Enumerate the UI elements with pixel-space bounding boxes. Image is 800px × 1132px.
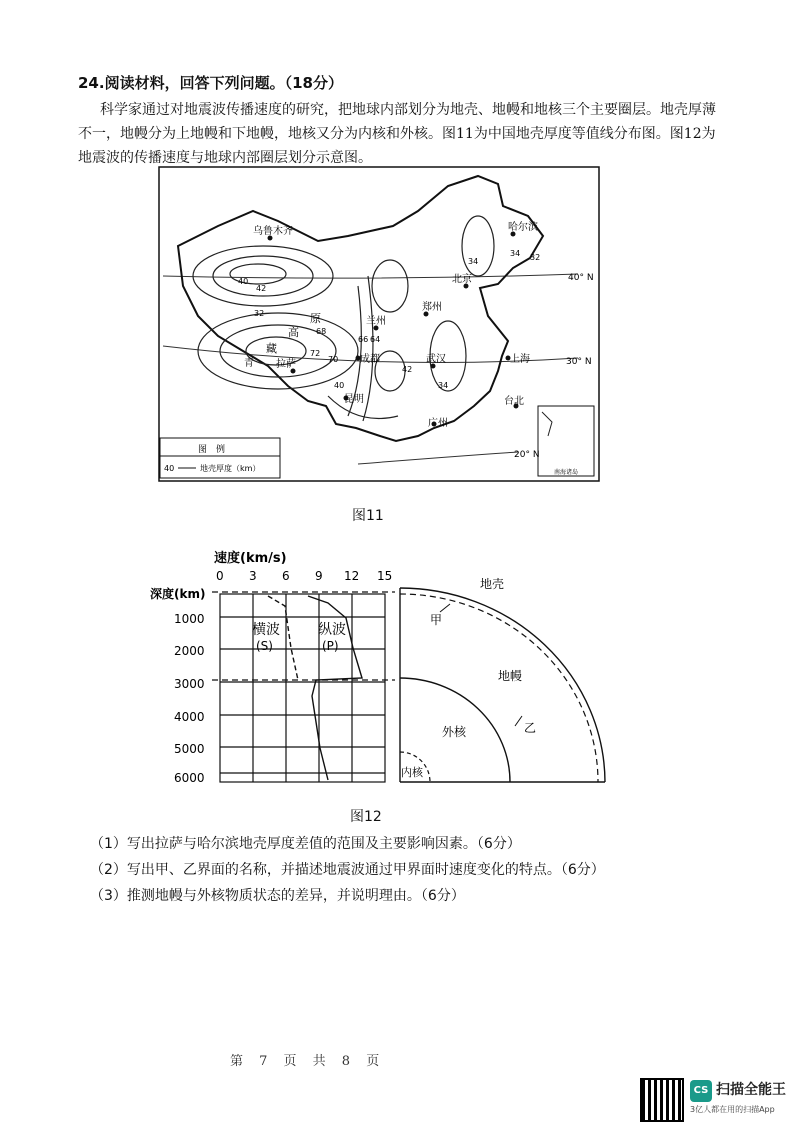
city-lhasa: 拉萨 xyxy=(276,359,296,370)
city-chengdu: 成都 xyxy=(360,354,380,365)
y-tick-4000: 4000 xyxy=(174,710,205,724)
sub-question-3: （3）推测地幔与外核物质状态的差异，并说明理由。（6分） xyxy=(90,888,465,904)
contour-label: 32 xyxy=(530,253,541,262)
y-axis-title: 深度(km) xyxy=(150,587,206,601)
city-taipei: 台北 xyxy=(504,396,524,407)
china-crust-map xyxy=(158,166,600,482)
legend-title: 图 例 xyxy=(198,445,226,455)
city-beijing: 北京 xyxy=(452,274,472,285)
contour-label: 40 xyxy=(334,381,345,390)
contour-label: 40 xyxy=(238,277,249,286)
legend-item: 地壳厚度（km） xyxy=(200,464,261,473)
sub-question-1: （1）写出拉萨与哈尔滨地壳厚度差值的范围及主要影响因素。（6分） xyxy=(90,836,521,852)
contour-label: 66 xyxy=(358,335,369,344)
layer-mantle: 地幔 xyxy=(498,669,523,683)
contour-label: 64 xyxy=(370,335,381,344)
y-tick-5000: 5000 xyxy=(174,742,205,756)
y-tick-2000: 2000 xyxy=(174,644,205,658)
layer-jia: 甲 xyxy=(430,613,443,627)
s-wave-symbol: (S) xyxy=(256,639,273,653)
seismic-wave-diagram xyxy=(150,548,620,788)
contour-label: 42 xyxy=(256,284,267,293)
layer-outer-core: 外核 xyxy=(442,725,467,739)
region-label-gao: 高 xyxy=(288,326,299,339)
city-kunming: 昆明 xyxy=(344,394,364,405)
s-wave-label: 横波 xyxy=(252,622,280,638)
x-axis-title: 速度(km/s) xyxy=(214,551,287,566)
y-tick-1000: 1000 xyxy=(174,612,205,626)
x-tick-3: 3 xyxy=(249,569,257,583)
contour-label: 68 xyxy=(316,327,327,336)
contour-label: 34 xyxy=(468,257,479,266)
page-footer: 第 7 页 共 8 页 xyxy=(230,1054,386,1069)
layer-inner-core: 内核 xyxy=(401,766,423,779)
contour-label: 34 xyxy=(438,381,449,390)
city-zhengzhou: 郑州 xyxy=(422,302,442,313)
contour-label: 72 xyxy=(310,349,321,358)
y-tick-3000: 3000 xyxy=(174,677,205,691)
latitude-label-30: 30° N xyxy=(566,357,592,367)
layer-yi: 乙 xyxy=(524,721,537,735)
question-header: 24.阅读材料，回答下列问题。（18分） xyxy=(78,74,343,92)
y-tick-6000: 6000 xyxy=(174,771,205,785)
latitude-label-20: 20° N xyxy=(514,450,540,460)
city-lanzhou: 兰州 xyxy=(366,316,386,327)
city-guangzhou: 广州 xyxy=(428,418,448,429)
p-wave-symbol: (P) xyxy=(322,639,339,653)
sub-question-2: （2）写出甲、乙界面的名称，并描述地震波通过甲界面时速度变化的特点。（6分） xyxy=(90,862,605,878)
scanner-tagline: 3亿人都在用的扫描App xyxy=(690,1105,775,1114)
region-label-zang: 藏 xyxy=(266,342,277,355)
p-wave-label: 纵波 xyxy=(318,622,346,638)
latitude-label-40: 40° N xyxy=(568,273,594,283)
x-tick-6: 6 xyxy=(282,569,290,583)
contour-label: 32 xyxy=(254,309,265,318)
contour-label: 34 xyxy=(510,249,521,258)
contour-label: 70 xyxy=(328,355,339,364)
inset-label: 南海诸岛 xyxy=(554,469,579,476)
fig11-caption: 图11 xyxy=(352,508,384,524)
contour-label: 42 xyxy=(402,365,413,374)
city-urumqi: 乌鲁木齐 xyxy=(253,226,293,237)
layer-crust: 地壳 xyxy=(480,577,505,591)
qr-code xyxy=(640,1078,684,1122)
question-paragraph: 科学家通过对地震波传播速度的研究，把地球内部划分为地壳、地幔和地核三个主要圈层。地壳厚薄不一，地幔分为上地幔和下地幔，地核又分为内核和外核。图11为中国地壳厚度等值线分布图。图12为地震波的传播速度与地球内部圈层划分示意图。 xyxy=(78,102,716,166)
x-tick-15: 15 xyxy=(377,569,393,583)
city-harbin: 哈尔滨 xyxy=(508,222,538,233)
x-tick-12: 12 xyxy=(344,569,360,583)
city-wuhan: 武汉 xyxy=(426,354,446,365)
legend-value: 40 xyxy=(164,464,175,473)
scanner-name: 扫描全能王 xyxy=(716,1082,786,1098)
fig12-caption: 图12 xyxy=(350,809,382,825)
city-shanghai: 上海 xyxy=(510,354,530,365)
region-label-yuan: 原 xyxy=(310,312,321,325)
camscanner-logo: CS xyxy=(690,1080,712,1102)
region-label-qing: 青 xyxy=(244,358,254,369)
x-tick-9: 9 xyxy=(315,569,323,583)
x-tick-0: 0 xyxy=(216,569,224,583)
